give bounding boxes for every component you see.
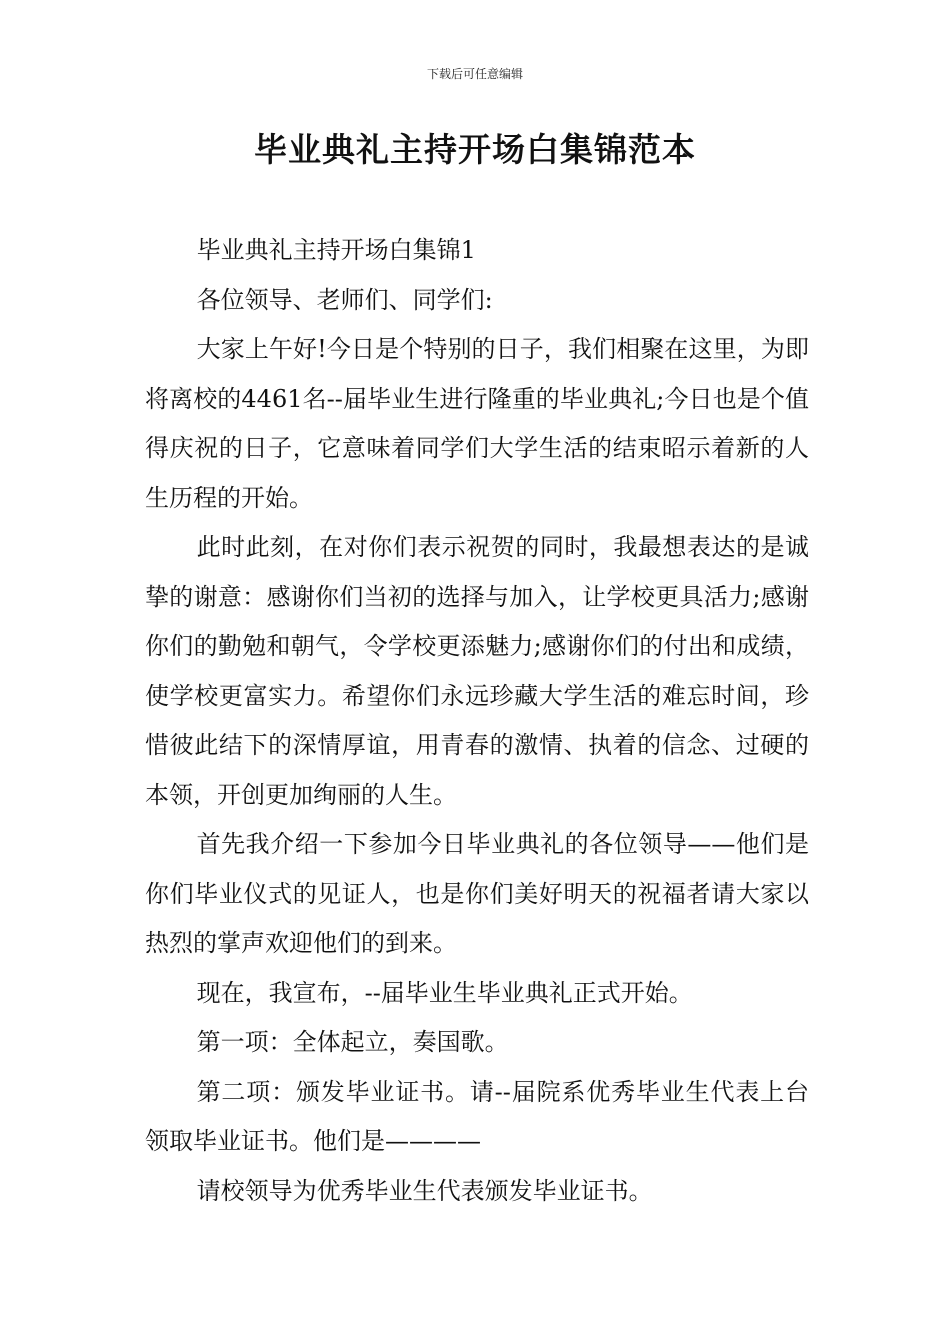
paragraph-thanks: 此时此刻，在对你们表示祝贺的同时，我最想表达的是诚挚的谢意：感谢你们当初的选择与加入，让学校更具活力;感谢你们的勤勉和朝气，令学校更添魅力;感谢你们的付出和成绩，使学校更富实力。希望你们永远珍藏大学生活的难忘时间，珍惜彼此结下的深情厚谊，用青春的激情、执着的信念、过硬的本领，开创更加绚丽的人生。: [145, 533, 809, 809]
paragraph-salutation: 各位领导、老师们、同学们:: [196, 285, 493, 314]
header-note: 下载后可任意编辑: [426, 67, 523, 81]
paragraph-introduction: 首先我介绍一下参加今日毕业典礼的各位领导——他们是你们毕业仪式的见证人，也是你们美好明天的祝福者请大家以热烈的掌声欢迎他们的到来。: [145, 830, 809, 957]
paragraph-greeting: 大家上午好!今日是个特别的日子，我们相聚在这里，为即将离校的4461名--届毕业生进行隆重的毕业典礼;今日也是个值得庆祝的日子，它意味着同学们大学生活的结束昭示着新的人生历程的开始。: [145, 335, 809, 512]
document-body: [145, 226, 809, 1216]
paragraph-item-one: 第一项：全体起立，奏国歌。: [196, 1028, 509, 1056]
paragraph-award: 请校领导为优秀毕业生代表颁发毕业证书。: [196, 1176, 653, 1205]
paragraph-item-two: 第二项：颁发毕业证书。请--届院系优秀毕业生代表上台领取毕业证书。他们是————: [145, 1077, 809, 1155]
paragraph-subtitle: 毕业典礼主持开场白集锦1: [196, 236, 476, 264]
paragraph-announcement: 现在，我宣布，--届毕业生毕业典礼正式开始。: [196, 978, 693, 1007]
document-title: 毕业典礼主持开场白集锦范本: [254, 130, 696, 169]
